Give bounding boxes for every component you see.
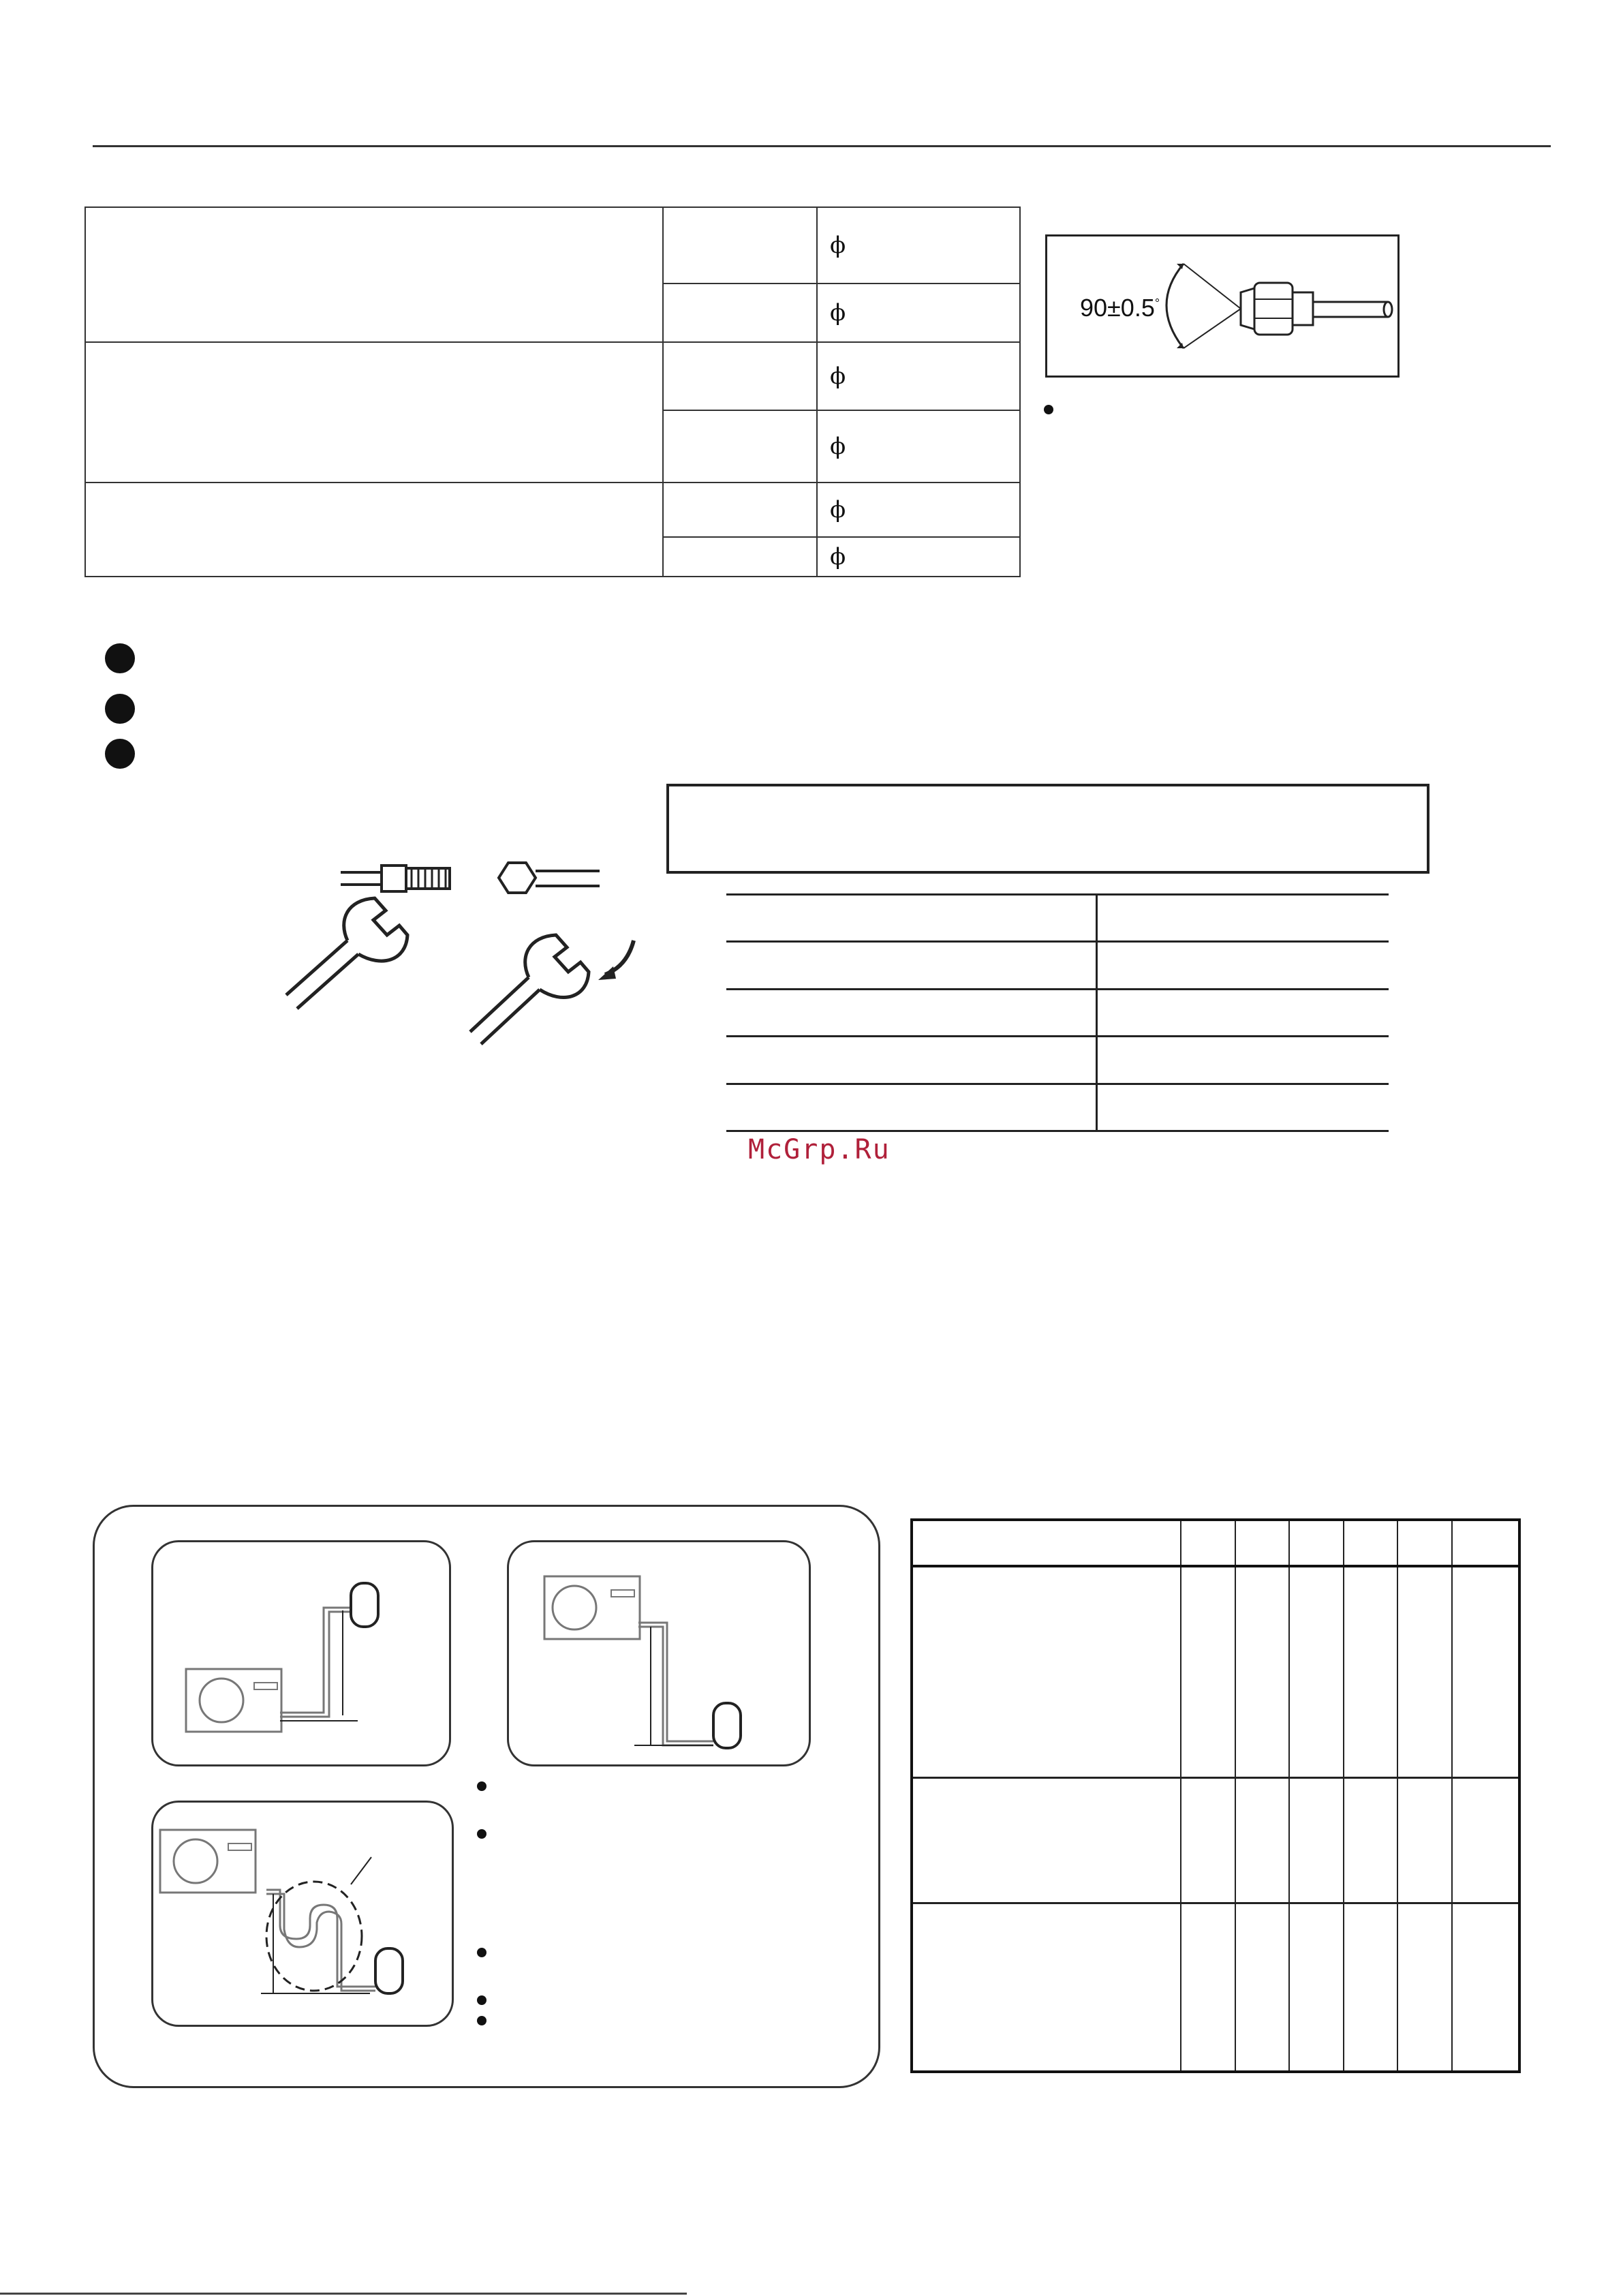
length-table-cell [912, 1566, 1181, 1777]
panel-outdoor-above [507, 1540, 811, 1766]
flare-figure [1045, 234, 1400, 378]
pipe-table-cell [817, 342, 1020, 410]
pipe-table-cell [817, 284, 1020, 342]
length-table-cell [1181, 1903, 1235, 2072]
length-table-cell [1235, 1777, 1290, 1903]
torque-table-cell [726, 1037, 1097, 1084]
oil-trap-drawing [153, 1803, 452, 2025]
length-table-cell [1289, 1566, 1344, 1777]
pipe-table-cell [817, 410, 1020, 483]
pipe-table-cell [817, 483, 1020, 537]
torque-table-cell [1097, 989, 1389, 1036]
torque-table-cell [726, 989, 1097, 1036]
length-table-cell [1397, 1777, 1452, 1903]
bullet-dot [477, 1948, 486, 1957]
wrench-tightening-drawing [273, 845, 654, 1077]
length-table-cell [1397, 1520, 1452, 1566]
pipe-table-cell [663, 483, 817, 537]
bullet-dot [477, 1829, 486, 1839]
length-table-cell [1344, 1520, 1398, 1566]
pipe-table-cell [817, 207, 1020, 284]
diameter-symbol: ϕ [830, 543, 846, 570]
caution-note-box [666, 784, 1429, 874]
torque-table-cell [1097, 1084, 1389, 1131]
length-table-cell [1397, 1566, 1452, 1777]
length-table-cell [1181, 1777, 1235, 1903]
length-table-cell [1344, 1566, 1398, 1777]
step-marker-2 [105, 694, 135, 724]
header-rule [93, 145, 1551, 147]
panel-outdoor-below [151, 1540, 451, 1766]
bullet-dot [477, 1995, 486, 2005]
outdoor-above-drawing [509, 1542, 809, 1764]
length-table-cell [912, 1520, 1181, 1566]
footer-rule [0, 2293, 687, 2295]
pipe-table-cell [85, 207, 663, 342]
pipe-table-cell [663, 342, 817, 410]
pipe-length-table [910, 1518, 1521, 2073]
torque-table-cell [1097, 1037, 1389, 1084]
panel-oil-trap [151, 1801, 454, 2027]
length-table-cell [1452, 1566, 1519, 1777]
length-table-cell [1452, 1520, 1519, 1566]
length-table-cell [1289, 1777, 1344, 1903]
outdoor-below-drawing [153, 1542, 449, 1764]
length-table-cell [1289, 1903, 1344, 2072]
diameter-symbol: ϕ [830, 299, 846, 326]
diameter-symbol: ϕ [830, 232, 846, 259]
flare-nut-drawing [1047, 236, 1397, 376]
diameter-symbol: ϕ [830, 496, 846, 523]
torque-table-cell [726, 942, 1097, 989]
torque-table-cell [726, 895, 1097, 942]
pipe-table-cell [85, 342, 663, 483]
length-table-cell [1235, 1566, 1290, 1777]
degree-mark: ° [1154, 296, 1160, 310]
step-marker-1 [105, 643, 135, 673]
length-table-cell [1181, 1566, 1235, 1777]
length-table-cell [1181, 1520, 1235, 1566]
pipe-table-cell [663, 410, 817, 483]
length-table-cell [1289, 1520, 1344, 1566]
pipe-table-cell [663, 284, 817, 342]
torque-table-cell [1097, 942, 1389, 989]
length-table-cell [1452, 1903, 1519, 2072]
length-table-cell [1235, 1903, 1290, 2072]
length-table-cell [1344, 1777, 1398, 1903]
length-table-cell [912, 1777, 1181, 1903]
torque-table-cell [726, 1084, 1097, 1131]
flare-angle-label: 90±0.5 [1080, 294, 1155, 322]
pipe-table-cell [663, 537, 817, 577]
diameter-symbol: ϕ [830, 433, 846, 460]
pipe-table-cell [663, 207, 817, 284]
pipe-table-cell [85, 483, 663, 577]
torque-table [726, 893, 1389, 1132]
torque-table-cell [1097, 895, 1389, 942]
length-table-cell [1344, 1903, 1398, 2072]
length-table-cell [912, 1903, 1181, 2072]
pipe-table-cell [817, 537, 1020, 577]
diameter-symbol: ϕ [830, 363, 846, 390]
bullet-dot [1044, 405, 1053, 414]
length-table-cell [1452, 1777, 1519, 1903]
length-table-cell [1235, 1520, 1290, 1566]
pipe-size-table [84, 206, 1021, 577]
bullet-dot [477, 1781, 486, 1791]
step-marker-3 [105, 739, 135, 769]
watermark-text: McGrp.Ru [748, 1134, 891, 1165]
bullet-dot [477, 2016, 486, 2025]
length-table-cell [1397, 1903, 1452, 2072]
